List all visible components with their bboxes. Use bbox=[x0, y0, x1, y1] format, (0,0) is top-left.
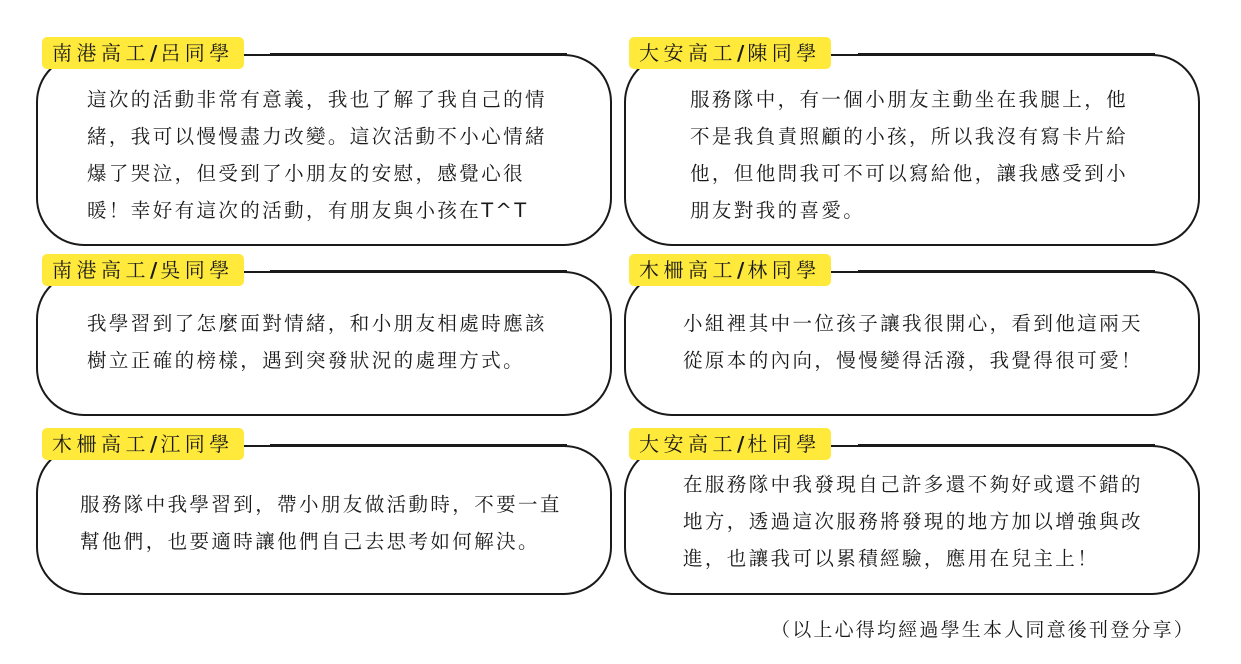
school-name: 木柵高工 bbox=[639, 258, 737, 282]
student-tag bbox=[629, 37, 831, 69]
student-tag bbox=[42, 254, 244, 286]
school-name: 大安高工 bbox=[639, 432, 737, 456]
consent-note: （以上心得均經過學生本人同意後刊登分享） bbox=[771, 619, 1196, 641]
text-line: 爆了哭泣，但受到了小朋友的安慰，感覺心很 bbox=[87, 162, 526, 185]
student-name: 江同學 bbox=[160, 432, 234, 456]
text-line: 進，也讓我可以累積經驗，應用在兒主上！ bbox=[683, 547, 1100, 570]
school-name: 大安高工 bbox=[639, 41, 737, 65]
divider bbox=[270, 270, 567, 272]
school-name: 南港高工 bbox=[52, 258, 150, 282]
testimonial-text bbox=[87, 81, 547, 229]
student-name: 杜同學 bbox=[747, 432, 821, 456]
text-line: 我學習到了怎麼面對情緒，和小朋友相處時應該 bbox=[87, 312, 547, 335]
text-line: 樹立正確的榜樣，遇到突發狀況的處理方式。 bbox=[87, 349, 526, 372]
text-line: 地方，透過這次服務將發現的地方加以增強與改 bbox=[683, 510, 1143, 533]
text-line: 朋友對我的喜愛。 bbox=[690, 199, 866, 222]
tag-separator: / bbox=[150, 41, 161, 65]
tag-separator: / bbox=[737, 432, 748, 456]
student-name: 呂同學 bbox=[160, 41, 234, 65]
divider bbox=[858, 270, 1155, 272]
text-line: 不是我負責照顧的小孩，所以我沒有寫卡片給 bbox=[690, 125, 1129, 148]
school-name: 南港高工 bbox=[52, 41, 150, 65]
text-line: 暖！幸好有這次的活動，有朋友與小孩在T^T bbox=[87, 199, 529, 222]
divider bbox=[858, 444, 1155, 446]
student-tag bbox=[629, 254, 831, 286]
divider bbox=[270, 444, 567, 446]
student-name: 吳同學 bbox=[160, 258, 234, 282]
text-line: 幫他們，也要適時讓他們自己去思考如何解決。 bbox=[80, 530, 540, 553]
text-line: 小組裡其中一位孩子讓我很開心，看到他這兩天 bbox=[683, 312, 1143, 335]
tag-separator: / bbox=[737, 258, 748, 282]
school-name: 木柵高工 bbox=[52, 432, 150, 456]
divider bbox=[858, 53, 1155, 55]
text-line: 緒，我可以慢慢盡力改變。這次活動不小心情緒 bbox=[87, 125, 547, 148]
testimonial-text bbox=[683, 305, 1143, 379]
student-tag bbox=[629, 428, 831, 460]
text-line: 服務隊中，有一個小朋友主動坐在我腿上，他 bbox=[690, 88, 1129, 111]
divider bbox=[270, 53, 567, 55]
student-name: 陳同學 bbox=[747, 41, 821, 65]
student-tag bbox=[42, 37, 244, 69]
student-tag bbox=[42, 428, 244, 460]
testimonial-text bbox=[87, 305, 547, 379]
testimonial-text bbox=[80, 486, 562, 560]
text-line: 他，但他問我可不可以寫給他，讓我感受到小 bbox=[690, 162, 1129, 185]
text-line: 服務隊中我學習到，帶小朋友做活動時，不要一直 bbox=[80, 493, 562, 516]
text-line: 從原本的內向，慢慢變得活潑，我覺得很可愛！ bbox=[683, 349, 1143, 372]
text-line: 這次的活動非常有意義，我也了解了我自己的情 bbox=[87, 88, 547, 111]
tag-separator: / bbox=[737, 41, 748, 65]
student-name: 林同學 bbox=[747, 258, 821, 282]
testimonial-text bbox=[683, 466, 1143, 577]
text-line: 在服務隊中我發現自己許多還不夠好或還不錯的 bbox=[683, 473, 1143, 496]
testimonial-text bbox=[690, 81, 1128, 229]
tag-separator: / bbox=[150, 258, 161, 282]
tag-separator: / bbox=[150, 432, 161, 456]
